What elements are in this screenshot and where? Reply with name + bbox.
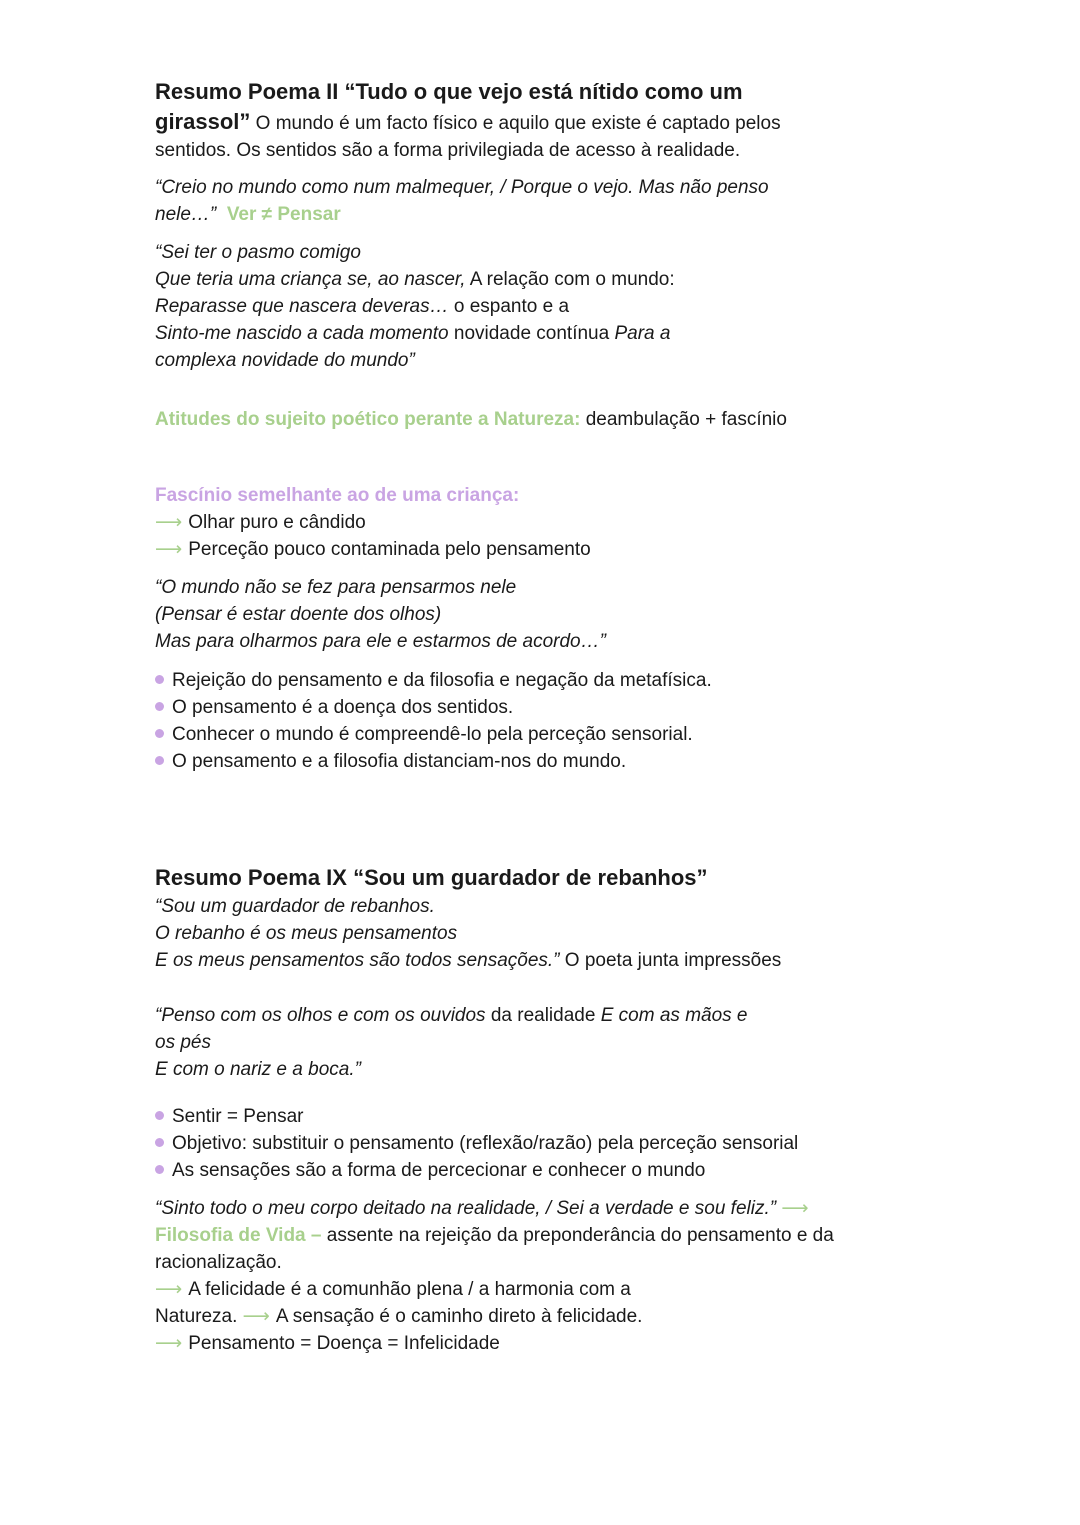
arrow-item: ⟶ Pensamento = Doença = Infelicidade: [155, 1333, 500, 1354]
quote-line: Reparasse que nascera deveras… o espanto e a: [155, 296, 570, 317]
quote-line: Que teria uma criança se, ao nascer, A relação com o mundo:: [155, 269, 675, 290]
quote-line: E com o nariz e a boca.”: [155, 1059, 361, 1080]
quote-line: os pés: [155, 1032, 211, 1053]
arrow-icon: ⟶: [155, 1279, 183, 1300]
poema-ix-title: Resumo Poema IX “Sou um guardador de rebanhos”: [155, 865, 708, 890]
poema-ii-summary: [155, 76, 895, 164]
bullet-list-2: [155, 1103, 895, 1184]
arrow-item: ⟶ Olhar puro e cândido: [155, 512, 366, 533]
bullet-icon: [155, 702, 164, 711]
quote-penso: [155, 1002, 895, 1083]
bullet-icon: [155, 1165, 164, 1174]
bullet-list-1: [155, 667, 895, 775]
arrow-icon: ⟶: [155, 539, 183, 560]
poema-ii-title-end: girassol”: [155, 109, 251, 134]
list-item: Rejeição do pensamento e da filosofia e negação da metafísica.: [155, 667, 895, 694]
quote-line: “Sei ter o pasmo comigo: [155, 242, 361, 263]
list-item: O pensamento é a doença dos sentidos.: [155, 694, 895, 721]
poema-ii-intro-text: O mundo é um facto físico e aquilo que existe é captado pelos: [250, 113, 781, 134]
atitudes-line: [155, 406, 895, 433]
arrow-icon: ⟶: [242, 1306, 270, 1327]
list-item: O pensamento e a filosofia distanciam-nos do mundo.: [155, 748, 895, 775]
quote-line: “Penso com os olhos e com os ouvidos da realidade E com as mãos e: [155, 1005, 748, 1026]
quote-line: “O mundo não se fez para pensarmos nele: [155, 577, 517, 598]
list-item: Objetivo: substituir o pensamento (reflexão/razão) pela perceção sensorial: [155, 1130, 895, 1157]
quote-line: Mas para olharmos para ele e estarmos de acordo…”: [155, 631, 606, 652]
arrow-item: ⟶ Perceção pouco contaminada pelo pensamento: [155, 539, 591, 560]
fascinio-section: [155, 482, 895, 563]
poema-ii-title: Resumo Poema II “Tudo o que vejo está nítido como um: [155, 79, 743, 104]
quote-line: Sinto-me nascido a cada momento novidade contínua Para a: [155, 323, 671, 344]
list-item: Conhecer o mundo é compreendê-lo pela perceção sensorial.: [155, 721, 895, 748]
quote-line: “Creio no mundo como num malmequer, / Porque o vejo. Mas não penso: [155, 177, 769, 198]
arrow-icon: ⟶: [155, 1333, 183, 1354]
ver-pensar-label: Ver ≠ Pensar: [226, 204, 341, 225]
bullet-icon: [155, 756, 164, 765]
bullet-icon: [155, 675, 164, 684]
arrow-icon: ⟶: [155, 512, 183, 533]
poema-ii-intro: [155, 106, 895, 137]
bullet-icon: [155, 1111, 164, 1120]
quote-pasmo: [155, 239, 895, 374]
quote-line: O rebanho é os meus pensamentos: [155, 923, 458, 944]
quote-line: “Sou um guardador de rebanhos.: [155, 896, 435, 917]
fascinio-label: Fascínio semelhante ao de uma criança:: [155, 485, 520, 506]
quote-line: (Pensar é estar doente dos olhos): [155, 604, 442, 625]
quote-line: “Sinto todo o meu corpo deitado na realidade, / Sei a verdade e sou feliz.” ⟶: [155, 1198, 809, 1219]
poema-ii-intro-text-2: sentidos. Os sentidos são a forma privilegiada de acesso à realidade.: [155, 140, 741, 161]
bullet-icon: [155, 1138, 164, 1147]
quote-pensarmos: [155, 574, 895, 655]
quote-line: E os meus pensamentos são todos sensações.” O poeta junta impressões: [155, 950, 782, 971]
filosofia-line: racionalização.: [155, 1252, 282, 1273]
bullet-icon: [155, 729, 164, 738]
arrow-item: Natureza. ⟶ A sensação é o caminho direto à felicidade.: [155, 1306, 643, 1327]
list-item: As sensações são a forma de percecionar e conhecer o mundo: [155, 1157, 895, 1184]
quote-malmequer: [155, 174, 895, 228]
list-item: Sentir = Pensar: [155, 1103, 895, 1130]
arrow-item: ⟶ A felicidade é a comunhão plena / a harmonia com a: [155, 1279, 631, 1300]
atitudes-text: deambulação + fascínio: [580, 409, 787, 430]
quote-line-end: nele…” Ver ≠ Pensar: [155, 204, 341, 225]
atitudes-label: Atitudes do sujeito poético perante a Natureza:: [155, 409, 581, 430]
filosofia-section: [155, 1195, 895, 1357]
filosofia-line: Filosofia de Vida – assente na rejeição da preponderância do pensamento e da: [155, 1225, 834, 1246]
poema-ix-summary: [155, 862, 895, 974]
arrow-icon: ⟶: [781, 1198, 809, 1219]
quote-line: complexa novidade do mundo”: [155, 350, 415, 371]
filosofia-label: Filosofia de Vida –: [155, 1225, 322, 1246]
